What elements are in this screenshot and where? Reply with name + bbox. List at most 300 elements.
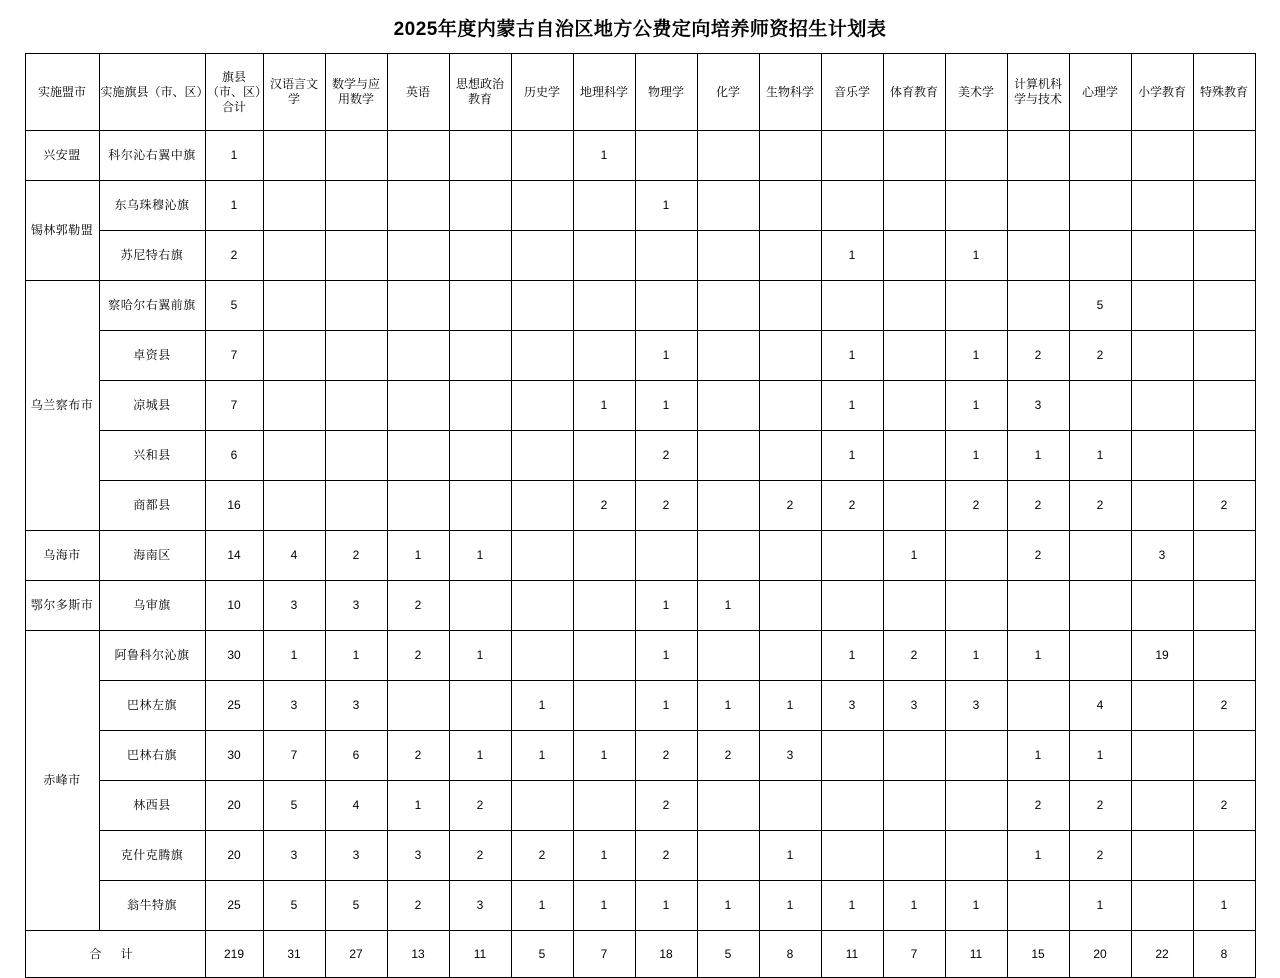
cell-subject-count: 1: [263, 631, 325, 681]
cell-subject-count: 1: [573, 131, 635, 181]
cell-subject-count: [1193, 231, 1255, 281]
cell-subject-count: [449, 431, 511, 481]
cell-subject-count: 1: [449, 631, 511, 681]
cell-subject-count: 1: [883, 531, 945, 581]
cell-subject-count: 1: [1069, 881, 1131, 931]
cell-subject-count: [697, 831, 759, 881]
table-row: [25, 581, 1255, 631]
cell-city: 兴安盟: [25, 131, 99, 181]
column-header-english: 英语: [387, 54, 449, 131]
cell-county-total: 16: [205, 481, 263, 531]
cell-subject-count: [883, 231, 945, 281]
cell-subject-count: [387, 181, 449, 231]
cell-county-total: 20: [205, 781, 263, 831]
cell-subject-count: 2: [635, 481, 697, 531]
cell-subject-count: [759, 631, 821, 681]
column-header-biology: 生物科学: [759, 54, 821, 131]
table-row: [25, 231, 1255, 281]
cell-subject-count: 2: [573, 481, 635, 531]
cell-subject-count: [1131, 331, 1193, 381]
cell-subject-count: [759, 381, 821, 431]
cell-subject-count: [697, 481, 759, 531]
cell-subject-count: 3: [325, 681, 387, 731]
cell-subject-total: 20: [1069, 931, 1131, 978]
cell-subject-count: [1007, 231, 1069, 281]
cell-subject-count: [511, 531, 573, 581]
cell-subject-count: [821, 831, 883, 881]
cell-subject-count: 2: [759, 481, 821, 531]
column-header-primary-education: 小学教育: [1131, 54, 1193, 131]
cell-subject-count: [1131, 231, 1193, 281]
table-body: [25, 131, 1255, 978]
column-header-pe: 体育教育: [883, 54, 945, 131]
cell-subject-count: [945, 281, 1007, 331]
cell-subject-count: 1: [759, 681, 821, 731]
cell-subject-count: [387, 281, 449, 331]
cell-subject-count: [883, 481, 945, 531]
cell-subject-count: [511, 781, 573, 831]
cell-grand-total: 219: [205, 931, 263, 978]
cell-subject-count: 1: [511, 731, 573, 781]
cell-subject-count: [635, 531, 697, 581]
table-row: [25, 181, 1255, 231]
cell-county: 科尔沁右翼中旗: [99, 131, 205, 181]
cell-county: 巴林右旗: [99, 731, 205, 781]
cell-subject-count: [325, 281, 387, 331]
cell-subject-count: 2: [1069, 331, 1131, 381]
cell-subject-count: [511, 431, 573, 481]
cell-subject-count: [511, 481, 573, 531]
cell-subject-count: 4: [325, 781, 387, 831]
cell-subject-count: [573, 331, 635, 381]
cell-subject-count: [883, 331, 945, 381]
cell-subject-total: 27: [325, 931, 387, 978]
cell-subject-count: [697, 381, 759, 431]
cell-subject-count: 1: [387, 531, 449, 581]
cell-county-total: 7: [205, 381, 263, 431]
cell-subject-count: [759, 581, 821, 631]
table-row: [25, 831, 1255, 881]
cell-subject-count: 3: [325, 581, 387, 631]
cell-subject-count: [883, 581, 945, 631]
cell-subject-count: [821, 281, 883, 331]
cell-subject-count: 1: [573, 881, 635, 931]
cell-subject-total: 5: [697, 931, 759, 978]
cell-subject-count: 2: [1069, 831, 1131, 881]
cell-subject-count: [759, 431, 821, 481]
cell-subject-count: 1: [635, 381, 697, 431]
cell-subject-count: [697, 131, 759, 181]
cell-subject-count: [1131, 481, 1193, 531]
cell-subject-count: [1131, 581, 1193, 631]
cell-subject-count: [263, 281, 325, 331]
cell-subject-count: 19: [1131, 631, 1193, 681]
cell-subject-count: [697, 331, 759, 381]
cell-subject-count: 2: [883, 631, 945, 681]
cell-subject-total: 7: [573, 931, 635, 978]
cell-county: 克什克腾旗: [99, 831, 205, 881]
cell-subject-count: [1069, 181, 1131, 231]
cell-county-total: 30: [205, 731, 263, 781]
cell-subject-count: [573, 181, 635, 231]
cell-county: 凉城县: [99, 381, 205, 431]
cell-subject-count: [1193, 531, 1255, 581]
cell-subject-count: [821, 731, 883, 781]
table-header: [25, 54, 1255, 131]
cell-subject-count: [573, 681, 635, 731]
cell-subject-count: 5: [263, 881, 325, 931]
cell-subject-count: [511, 181, 573, 231]
cell-subject-count: [697, 431, 759, 481]
cell-county: 乌审旗: [99, 581, 205, 631]
cell-county-total: 6: [205, 431, 263, 481]
cell-subject-count: [573, 231, 635, 281]
cell-subject-count: 1: [697, 881, 759, 931]
cell-subject-count: 3: [263, 581, 325, 631]
column-header-special-education: 特殊教育: [1193, 54, 1255, 131]
cell-subject-count: [945, 731, 1007, 781]
cell-subject-count: [635, 131, 697, 181]
cell-subject-total: 22: [1131, 931, 1193, 978]
cell-subject-count: 2: [387, 881, 449, 931]
cell-subject-count: [1193, 731, 1255, 781]
cell-subject-count: [821, 781, 883, 831]
cell-city: 乌海市: [25, 531, 99, 581]
cell-subject-count: [449, 231, 511, 281]
cell-subject-count: [697, 781, 759, 831]
cell-county: 翁牛特旗: [99, 881, 205, 931]
cell-subject-count: [511, 331, 573, 381]
cell-subject-count: 1: [821, 331, 883, 381]
cell-subject-count: 1: [945, 381, 1007, 431]
cell-subject-count: [325, 331, 387, 381]
cell-subject-total: 11: [945, 931, 1007, 978]
cell-subject-count: 2: [1069, 481, 1131, 531]
cell-subject-count: [325, 381, 387, 431]
cell-subject-count: [883, 781, 945, 831]
cell-subject-count: [821, 531, 883, 581]
cell-subject-count: 2: [1007, 531, 1069, 581]
cell-subject-count: 2: [1193, 681, 1255, 731]
cell-subject-count: [387, 231, 449, 281]
page-title: 2025年度内蒙古自治区地方公费定向培养师资招生计划表: [393, 19, 887, 40]
cell-subject-count: 2: [387, 731, 449, 781]
cell-subject-count: 1: [821, 881, 883, 931]
cell-subject-count: 1: [1007, 731, 1069, 781]
column-header-fine-arts: 美术学: [945, 54, 1007, 131]
cell-subject-count: [387, 381, 449, 431]
cell-city: 鄂尔多斯市: [25, 581, 99, 631]
cell-subject-count: 5: [1069, 281, 1131, 331]
cell-subject-total: 8: [759, 931, 821, 978]
cell-subject-count: 3: [945, 681, 1007, 731]
cell-subject-count: [883, 831, 945, 881]
cell-subject-count: [263, 181, 325, 231]
cell-subject-count: 3: [1007, 381, 1069, 431]
cell-subject-count: [821, 131, 883, 181]
cell-county-total: 5: [205, 281, 263, 331]
cell-subject-count: 2: [325, 531, 387, 581]
cell-subject-count: [511, 281, 573, 331]
cell-subject-count: 4: [263, 531, 325, 581]
cell-subject-count: 1: [945, 431, 1007, 481]
cell-subject-count: 1: [511, 881, 573, 931]
cell-subject-total: 15: [1007, 931, 1069, 978]
cell-subject-count: 1: [821, 431, 883, 481]
cell-subject-count: 1: [573, 831, 635, 881]
cell-subject-count: 3: [387, 831, 449, 881]
cell-subject-count: 2: [635, 731, 697, 781]
cell-subject-count: 1: [635, 881, 697, 931]
column-header-math: 数学与应用数学: [325, 54, 387, 131]
cell-subject-count: [1131, 881, 1193, 931]
cell-subject-count: [883, 131, 945, 181]
cell-subject-count: [759, 281, 821, 331]
cell-subject-count: 6: [325, 731, 387, 781]
cell-subject-count: [697, 631, 759, 681]
cell-subject-count: [759, 131, 821, 181]
cell-subject-count: 1: [945, 881, 1007, 931]
cell-county: 兴和县: [99, 431, 205, 481]
cell-subject-count: [387, 681, 449, 731]
cell-subject-count: [573, 631, 635, 681]
cell-subject-total: 7: [883, 931, 945, 978]
cell-subject-count: [1007, 281, 1069, 331]
table-row: [25, 881, 1255, 931]
cell-subject-count: [1193, 181, 1255, 231]
cell-subject-count: [697, 231, 759, 281]
cell-subject-count: [1193, 331, 1255, 381]
cell-subject-count: 3: [821, 681, 883, 731]
cell-county: 卓资县: [99, 331, 205, 381]
cell-county-total: 20: [205, 831, 263, 881]
cell-subject-count: 1: [759, 831, 821, 881]
cell-subject-count: [883, 381, 945, 431]
cell-subject-count: 1: [883, 881, 945, 931]
cell-subject-count: [1069, 381, 1131, 431]
cell-subject-count: 1: [635, 331, 697, 381]
cell-subject-count: [1131, 131, 1193, 181]
cell-subject-count: [325, 181, 387, 231]
table-row: [25, 481, 1255, 531]
cell-subject-count: [449, 331, 511, 381]
table-row: [25, 381, 1255, 431]
cell-total-label: 合 计: [25, 931, 205, 978]
cell-subject-count: 5: [263, 781, 325, 831]
cell-county: 林西县: [99, 781, 205, 831]
header-row: [25, 54, 1255, 131]
cell-subject-count: [511, 631, 573, 681]
cell-subject-count: [1131, 431, 1193, 481]
cell-subject-count: [511, 131, 573, 181]
cell-subject-count: [635, 231, 697, 281]
column-header-physics: 物理学: [635, 54, 697, 131]
table-row: [25, 331, 1255, 381]
cell-county-total: 25: [205, 881, 263, 931]
cell-subject-count: [449, 581, 511, 631]
cell-subject-count: [263, 131, 325, 181]
cell-subject-count: 2: [387, 631, 449, 681]
cell-county-total: 2: [205, 231, 263, 281]
table-row: [25, 431, 1255, 481]
cell-subject-total: 5: [511, 931, 573, 978]
cell-subject-count: [325, 131, 387, 181]
cell-subject-count: 1: [759, 881, 821, 931]
cell-subject-count: 2: [387, 581, 449, 631]
cell-subject-count: [263, 431, 325, 481]
column-header-chinese: 汉语言文学: [263, 54, 325, 131]
cell-subject-count: 3: [449, 881, 511, 931]
cell-county-total: 7: [205, 331, 263, 381]
cell-subject-count: [1131, 181, 1193, 231]
cell-subject-count: [449, 681, 511, 731]
cell-subject-count: 2: [635, 781, 697, 831]
cell-subject-count: [1007, 581, 1069, 631]
cell-subject-count: 1: [573, 731, 635, 781]
cell-subject-count: [883, 431, 945, 481]
table-row: [25, 131, 1255, 181]
cell-subject-count: 2: [1007, 481, 1069, 531]
cell-subject-count: [573, 781, 635, 831]
cell-subject-count: [821, 581, 883, 631]
cell-subject-count: [263, 481, 325, 531]
cell-subject-count: 1: [945, 231, 1007, 281]
cell-subject-count: [1131, 381, 1193, 431]
cell-subject-count: [1193, 831, 1255, 881]
cell-subject-count: [325, 431, 387, 481]
cell-subject-count: 2: [1069, 781, 1131, 831]
cell-subject-count: 1: [1069, 431, 1131, 481]
cell-city: 锡林郭勒盟: [25, 181, 99, 281]
cell-subject-count: [1007, 681, 1069, 731]
column-header-computer-science: 计算机科学与技术: [1007, 54, 1069, 131]
cell-subject-count: [697, 281, 759, 331]
cell-county: 阿鲁科尔沁旗: [99, 631, 205, 681]
cell-subject-count: 2: [1193, 781, 1255, 831]
cell-subject-total: 18: [635, 931, 697, 978]
cell-subject-total: 11: [821, 931, 883, 978]
table-row: [25, 681, 1255, 731]
cell-subject-count: [883, 281, 945, 331]
cell-subject-count: [1131, 681, 1193, 731]
cell-subject-count: [449, 281, 511, 331]
cell-subject-count: 1: [1007, 431, 1069, 481]
cell-subject-count: [449, 381, 511, 431]
cell-subject-count: 1: [945, 631, 1007, 681]
cell-subject-count: [1193, 581, 1255, 631]
cell-county-total: 10: [205, 581, 263, 631]
cell-subject-count: 2: [635, 831, 697, 881]
column-header-chemistry: 化学: [697, 54, 759, 131]
table-row: [25, 631, 1255, 681]
cell-subject-count: 2: [1007, 331, 1069, 381]
cell-subject-count: [883, 181, 945, 231]
cell-subject-count: [821, 181, 883, 231]
cell-subject-count: [697, 531, 759, 581]
cell-subject-total: 13: [387, 931, 449, 978]
cell-subject-count: 7: [263, 731, 325, 781]
cell-subject-count: 1: [635, 581, 697, 631]
cell-county-total: 30: [205, 631, 263, 681]
cell-subject-count: 2: [945, 481, 1007, 531]
cell-subject-count: [1069, 631, 1131, 681]
cell-subject-count: [697, 181, 759, 231]
cell-subject-count: [511, 381, 573, 431]
cell-subject-count: 2: [511, 831, 573, 881]
cell-county-total: 25: [205, 681, 263, 731]
cell-subject-count: [945, 581, 1007, 631]
cell-subject-count: 4: [1069, 681, 1131, 731]
column-header-politics: 思想政治教育: [449, 54, 511, 131]
cell-subject-count: [1007, 181, 1069, 231]
cell-subject-count: [1069, 131, 1131, 181]
cell-subject-count: [759, 531, 821, 581]
cell-subject-count: [945, 781, 1007, 831]
cell-subject-count: 3: [263, 681, 325, 731]
cell-subject-count: [511, 581, 573, 631]
cell-subject-count: [945, 531, 1007, 581]
cell-subject-count: [883, 731, 945, 781]
cell-subject-count: 1: [1007, 831, 1069, 881]
cell-subject-count: 1: [1193, 881, 1255, 931]
cell-subject-count: 1: [325, 631, 387, 681]
table-row: [25, 781, 1255, 831]
cell-county-total: 1: [205, 131, 263, 181]
cell-subject-count: [1007, 881, 1069, 931]
cell-subject-count: [1131, 831, 1193, 881]
cell-subject-total: 31: [263, 931, 325, 978]
cell-subject-count: [449, 131, 511, 181]
cell-county: 察哈尔右翼前旗: [99, 281, 205, 331]
cell-subject-count: 1: [821, 231, 883, 281]
cell-subject-count: [1193, 281, 1255, 331]
cell-subject-count: 3: [1131, 531, 1193, 581]
cell-subject-count: [387, 481, 449, 531]
cell-subject-count: [263, 231, 325, 281]
cell-subject-count: 1: [449, 531, 511, 581]
cell-county: 苏尼特右旗: [99, 231, 205, 281]
cell-subject-count: 2: [449, 781, 511, 831]
cell-subject-count: 2: [635, 431, 697, 481]
cell-subject-count: [511, 231, 573, 281]
cell-subject-count: [573, 581, 635, 631]
cell-subject-count: [945, 131, 1007, 181]
cell-subject-count: [945, 831, 1007, 881]
cell-county: 东乌珠穆沁旗: [99, 181, 205, 231]
cell-subject-total: 11: [449, 931, 511, 978]
cell-subject-count: [1193, 381, 1255, 431]
cell-county: 商都县: [99, 481, 205, 531]
cell-subject-count: [1193, 631, 1255, 681]
table-row: [25, 731, 1255, 781]
cell-subject-count: 1: [635, 631, 697, 681]
cell-subject-count: 1: [1007, 631, 1069, 681]
cell-subject-count: 1: [573, 381, 635, 431]
enrollment-plan-table: [25, 53, 1256, 978]
cell-subject-count: 2: [1193, 481, 1255, 531]
cell-subject-count: [759, 781, 821, 831]
cell-subject-count: 1: [821, 381, 883, 431]
cell-subject-count: [1069, 581, 1131, 631]
cell-subject-count: [1131, 781, 1193, 831]
cell-subject-count: [449, 181, 511, 231]
cell-subject-count: 3: [883, 681, 945, 731]
cell-subject-count: 5: [325, 881, 387, 931]
cell-county-total: 14: [205, 531, 263, 581]
column-header-geography: 地理科学: [573, 54, 635, 131]
cell-county: 海南区: [99, 531, 205, 581]
cell-subject-count: [449, 481, 511, 531]
